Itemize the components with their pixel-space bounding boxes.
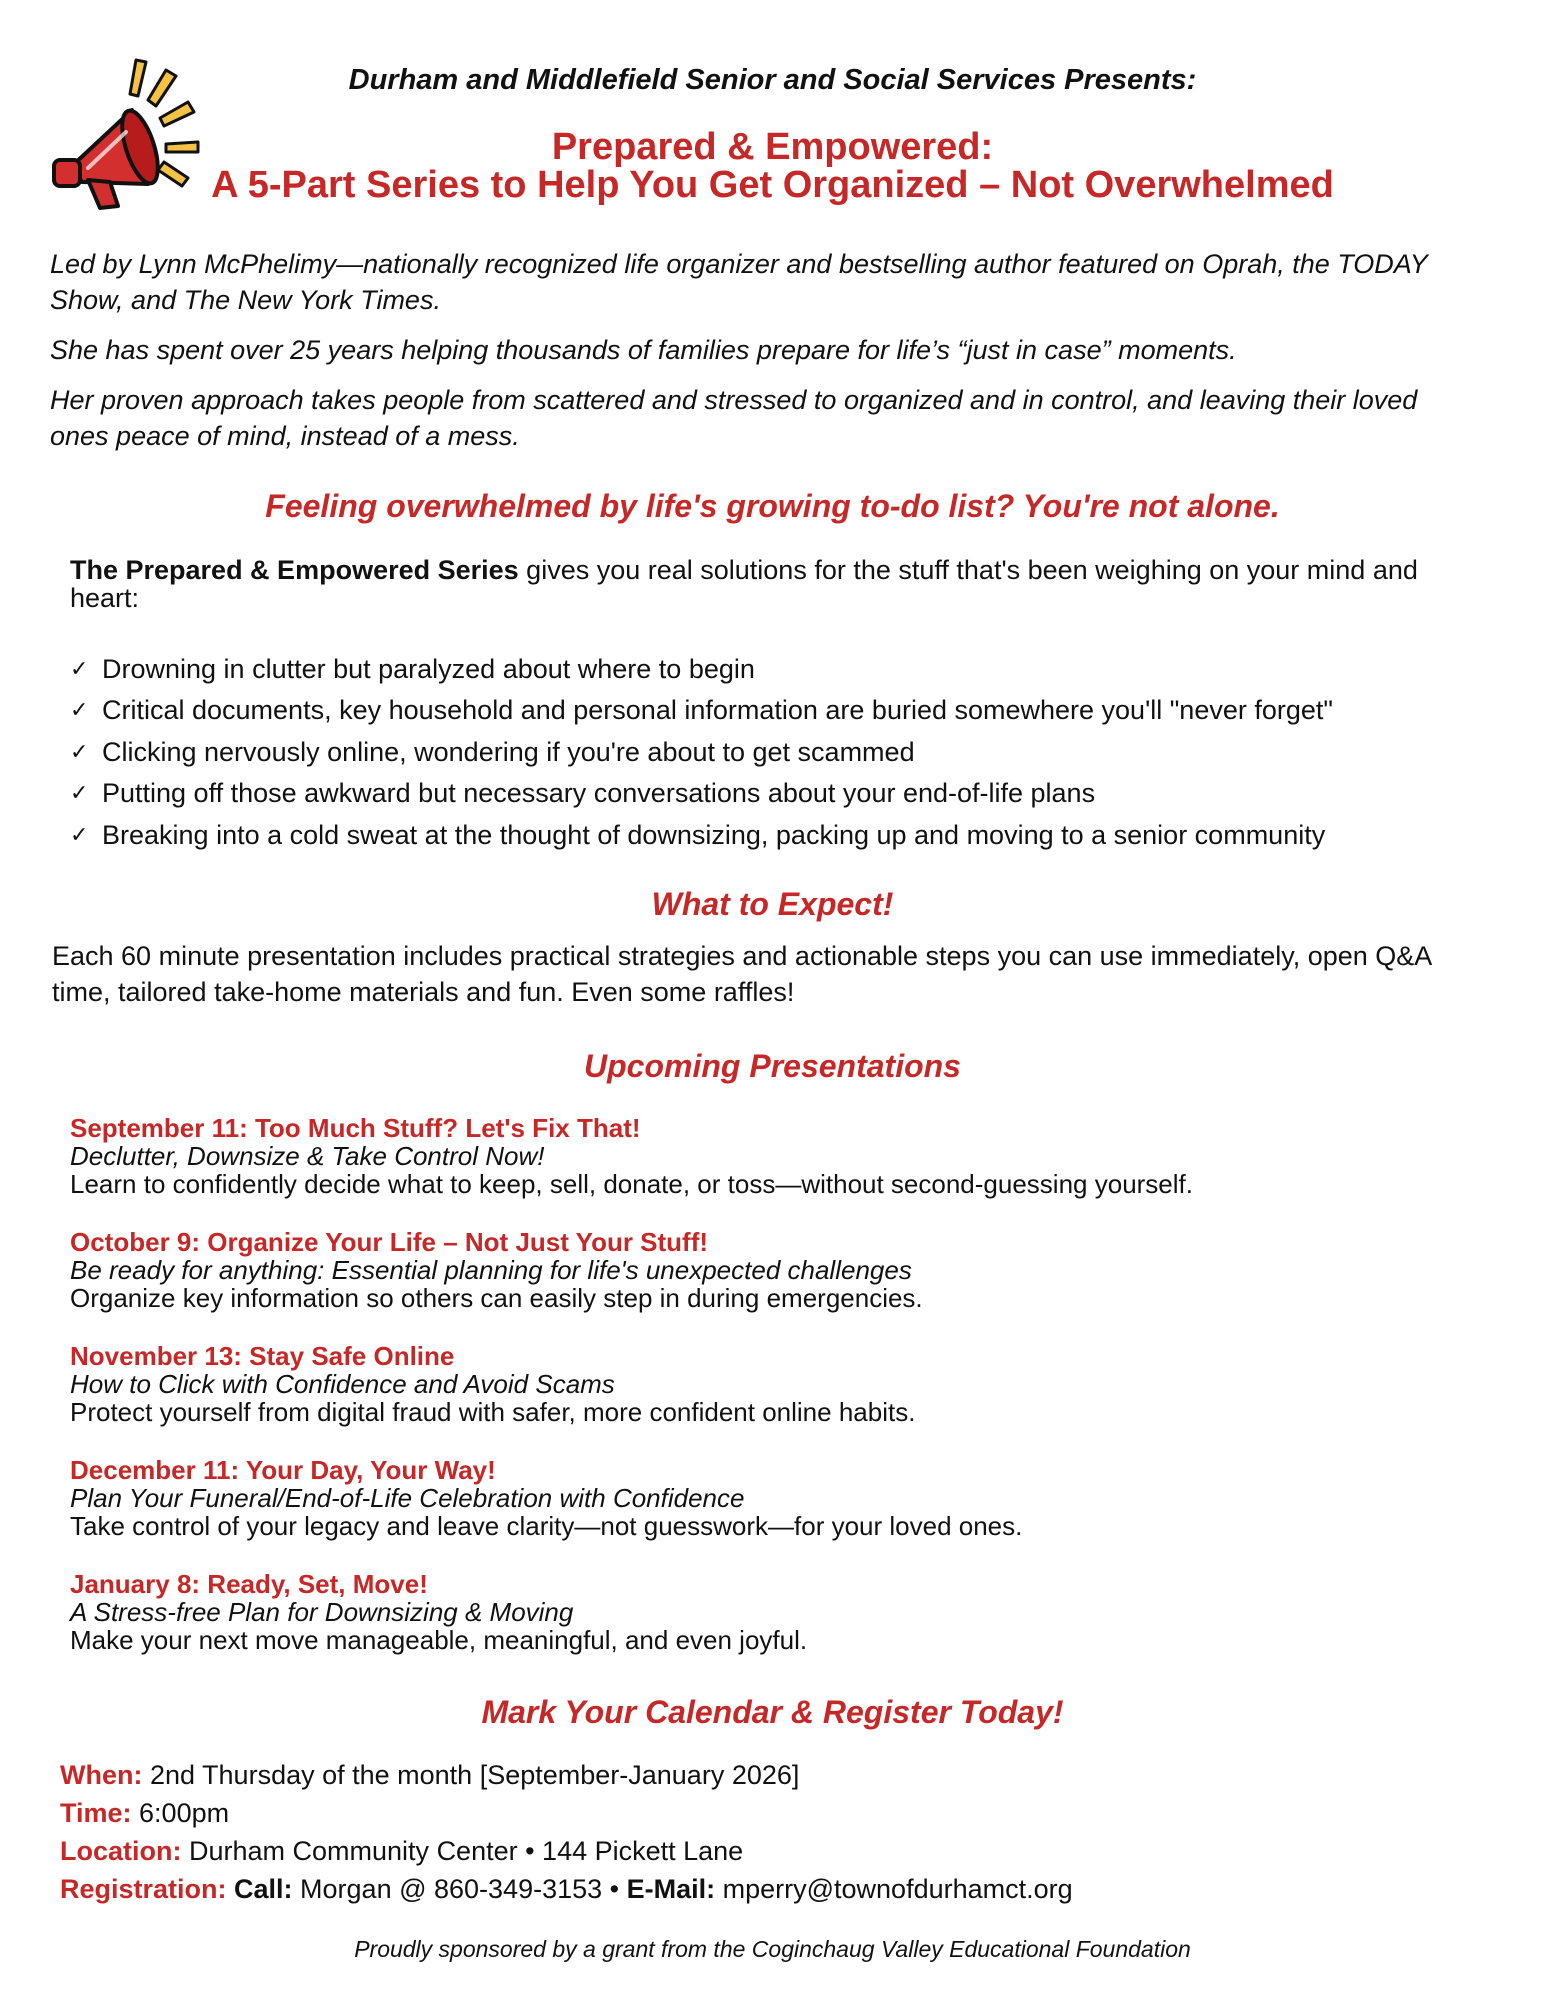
session-item — [70, 1456, 1510, 1570]
intro-paragraph: Led by Lynn McPhelimy—nationally recognized life organizer and bestselling author featured on Oprah, the TODAY Show, and The New York Times. — [50, 249, 1428, 315]
when-value: 2nd Thursday of the month [September-January 2026] — [142, 1760, 800, 1790]
intro-paragraph: She has spent over 25 years helping thousands of families prepare for life’s “just in case” moments. — [50, 335, 1237, 365]
session-list — [70, 1114, 1510, 1684]
series-text: gives you real solutions for the stuff that's been weighing on your mind and heart: — [70, 555, 1418, 613]
session-description: Organize key information so others can easily step in during emergencies. — [70, 1283, 923, 1313]
event-details — [60, 1756, 1500, 1908]
session-title: November 13: Stay Safe Online — [70, 1341, 455, 1371]
registration-row — [60, 1870, 1500, 1908]
session-subtitle: Declutter, Downsize & Take Control Now! — [70, 1141, 545, 1171]
list-item-text: Critical documents, key household and personal information are buried somewhere you'll "never forget" — [102, 695, 1333, 726]
register-heading: Mark Your Calendar & Register Today! — [481, 1694, 1064, 1730]
intro — [50, 246, 1470, 468]
expect-heading: What to Expect! — [651, 886, 894, 922]
series-name: The Prepared & Empowered Series — [70, 555, 519, 585]
call-value: Morgan @ 860-349-3153 • — [292, 1874, 627, 1904]
check-icon: ✓ — [70, 697, 89, 723]
list-item — [70, 690, 1510, 732]
list-item-text: Clicking nervously online, wondering if you're about to get scammed — [102, 736, 915, 767]
registration-label: Registration: — [60, 1874, 227, 1904]
list-item-text: Breaking into a cold sweat at the thought of downsizing, packing up and moving to a senior community — [102, 819, 1326, 850]
check-icon: ✓ — [70, 655, 89, 681]
page-title — [0, 128, 1545, 204]
session-title: January 8: Ready, Set, Move! — [70, 1569, 428, 1599]
location-value: Durham Community Center • 144 Pickett Lane — [181, 1836, 744, 1866]
list-item — [70, 773, 1510, 815]
session-description: Take control of your legacy and leave clarity—not guesswork—for your loved ones. — [70, 1511, 1023, 1541]
location-label: Location: — [60, 1836, 182, 1866]
sponsor-note: Proudly sponsored by a grant from the Coginchaug Valley Educational Foundation — [354, 1936, 1191, 1962]
session-description: Learn to confidently decide what to keep, sell, donate, or toss—without second-guessing yourself. — [70, 1169, 1193, 1199]
title-line-1: Prepared & Empowered: — [551, 126, 994, 168]
session-title: September 11: Too Much Stuff? Let's Fix That! — [70, 1113, 641, 1143]
time-value: 6:00pm — [131, 1798, 230, 1828]
check-icon: ✓ — [70, 738, 89, 764]
overwhelmed-heading: Feeling overwhelmed by life's growing to-do list? You're not alone. — [265, 488, 1280, 524]
session-subtitle: Plan Your Funeral/End-of-Life Celebration with Confidence — [70, 1483, 745, 1513]
intro-paragraph: Her proven approach takes people from scattered and stressed to organized and in control, and leaving their loved ones peace of mind, instead of a mess. — [50, 385, 1418, 451]
session-subtitle: Be ready for anything: Essential planning for life's unexpected challenges — [70, 1255, 912, 1285]
session-item — [70, 1228, 1510, 1342]
title-line-2: A 5-Part Series to Help You Get Organized – Not Overwhelmed — [211, 164, 1334, 206]
time-row — [60, 1794, 1500, 1832]
check-icon: ✓ — [70, 780, 89, 806]
session-title: December 11: Your Day, Your Way! — [70, 1455, 496, 1485]
series-description — [70, 556, 1470, 612]
session-item — [70, 1570, 1510, 1684]
list-item-text: Putting off those awkward but necessary conversations about your end-of-life plans — [102, 778, 1096, 809]
list-item — [70, 731, 1510, 773]
list-item — [70, 648, 1510, 690]
upcoming-heading: Upcoming Presentations — [584, 1048, 961, 1084]
session-description: Protect yourself from digital fraud with safer, more confident online habits. — [70, 1397, 916, 1427]
location-row — [60, 1832, 1500, 1870]
presenter-line: Durham and Middlefield Senior and Social Services Presents: — [348, 64, 1197, 96]
time-label: Time: — [60, 1798, 132, 1828]
session-item — [70, 1342, 1510, 1456]
expect-body: Each 60 minute presentation includes practical strategies and actionable steps you can use immediately, open Q&A time, tailored take-home materials and fun. Even some raffles! — [52, 941, 1431, 1007]
when-row — [60, 1756, 1500, 1794]
email-value: mperry@townofdurhamct.org — [715, 1874, 1073, 1904]
session-subtitle: A Stress-free Plan for Downsizing & Moving — [70, 1597, 574, 1627]
call-label: Call: — [226, 1874, 293, 1904]
concern-list — [70, 648, 1510, 856]
session-subtitle: How to Click with Confidence and Avoid Scams — [70, 1369, 615, 1399]
session-description: Make your next move manageable, meaningful, and even joyful. — [70, 1625, 808, 1655]
check-icon: ✓ — [70, 821, 89, 847]
session-title: October 9: Organize Your Life – Not Just Your Stuff! — [70, 1227, 709, 1257]
email-label: E-Mail: — [626, 1874, 716, 1904]
list-item — [70, 814, 1510, 856]
when-label: When: — [60, 1760, 143, 1790]
session-item — [70, 1114, 1510, 1228]
list-item-text: Drowning in clutter but paralyzed about where to begin — [102, 653, 755, 684]
